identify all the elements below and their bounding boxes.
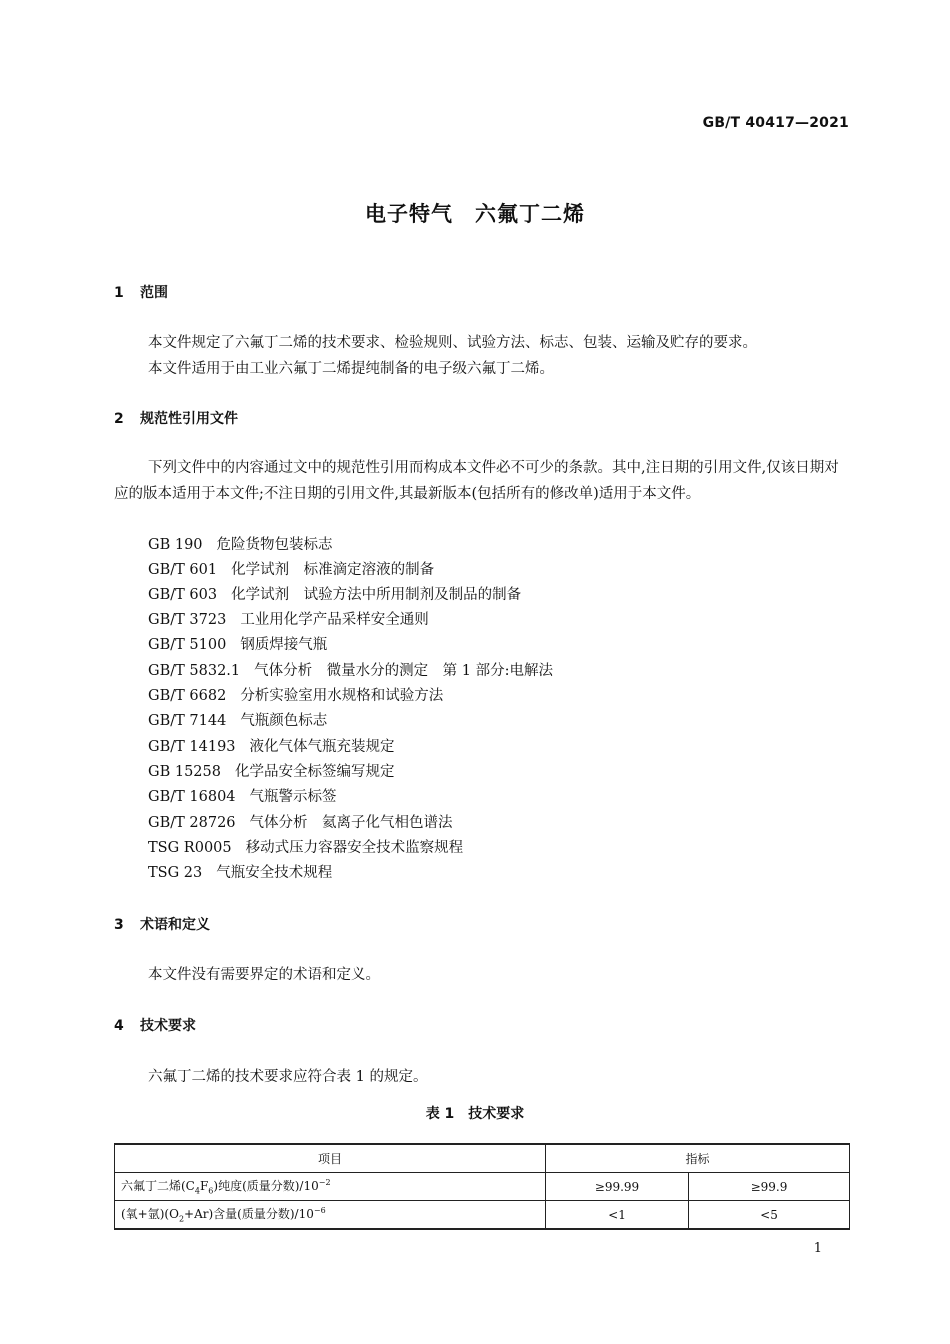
reference-title: 气瓶警示标签 — [249, 789, 337, 805]
reference-title: 液化气体气瓶充装规定 — [249, 739, 395, 755]
reference-title: 钢质焊接气瓶 — [240, 637, 328, 653]
section-1-heading — [114, 282, 168, 302]
section-title: 规范性引用文件 — [140, 411, 238, 427]
table-row — [115, 1201, 850, 1230]
table-row — [115, 1173, 850, 1201]
requirements-paragraph: 六氟丁二烯的技术要求应符合表 1 的规定。 — [148, 1069, 428, 1085]
reference-item — [148, 735, 395, 756]
reference-title: 气瓶颜色标志 — [240, 713, 328, 729]
reference-item — [148, 760, 394, 781]
scope-paragraph-2: 本文件适用于由工业六氟丁二烯提纯制备的电子级六氟丁二烯。 — [148, 361, 554, 377]
reference-code: GB/T 16804 — [148, 789, 236, 805]
row-value-1: ≥99.99 — [546, 1173, 689, 1201]
reference-code: GB/T 7144 — [148, 713, 227, 729]
reference-title: 分析实验室用水规格和试验方法 — [240, 688, 444, 704]
scope-paragraph-1: 本文件规定了六氟丁二烯的技术要求、检验规则、试验方法、标志、包装、运输及贮存的要求。 — [148, 335, 757, 351]
reference-code: GB/T 6682 — [148, 688, 227, 704]
table-caption: 表 1 技术要求 — [425, 1106, 525, 1122]
reference-title: 化学试剂 试验方法中所用制剂及制品的制备 — [231, 587, 522, 603]
reference-title: 气瓶安全技术规程 — [216, 865, 333, 881]
reference-item — [148, 836, 463, 857]
technical-requirements-table — [114, 1143, 850, 1230]
reference-code: TSG 23 — [148, 865, 203, 881]
reference-code: TSG R0005 — [148, 840, 232, 856]
section-4-heading — [114, 1015, 196, 1035]
reference-title: 工业用化学产品采样安全通则 — [240, 612, 429, 628]
section-number: 2 — [114, 411, 124, 427]
reference-item — [148, 811, 453, 832]
reference-title: 气体分析 氦离子化气相色谱法 — [249, 815, 453, 831]
row-value-2: ≥99.9 — [689, 1173, 850, 1201]
reference-title: 化学品安全标签编写规定 — [234, 764, 395, 780]
row-item: (氧+氩)$(O_2+Ar)$含量(质量分数)$/10^{-6}$ — [115, 1201, 546, 1230]
section-3-heading — [114, 914, 210, 934]
reference-item — [148, 709, 327, 730]
section-number: 1 — [114, 285, 124, 301]
reference-item — [148, 659, 553, 680]
reference-item — [148, 861, 332, 882]
row-value-1: <1 — [546, 1201, 689, 1230]
page-number: 1 — [813, 1241, 822, 1256]
reference-title: 化学试剂 标准滴定溶液的制备 — [231, 562, 435, 578]
reference-code: GB/T 3723 — [148, 612, 227, 628]
reference-code: GB/T 5100 — [148, 637, 227, 653]
reference-code: GB/T 5832.1 — [148, 663, 241, 679]
reference-code: GB/T 601 — [148, 562, 218, 578]
document-title: 电子特气 六氟丁二烯 — [365, 202, 585, 226]
section-title: 术语和定义 — [140, 917, 210, 933]
reference-code: GB/T 603 — [148, 587, 218, 603]
reference-item — [148, 684, 443, 705]
reference-code: GB 15258 — [148, 764, 221, 780]
reference-item — [148, 633, 327, 654]
section-number: 4 — [114, 1018, 124, 1034]
reference-item — [148, 608, 429, 629]
reference-title: 危险货物包装标志 — [216, 537, 333, 553]
reference-code: GB/T 14193 — [148, 739, 236, 755]
reference-item — [148, 558, 434, 579]
reference-code: GB/T 28726 — [148, 815, 236, 831]
row-item: 六氟丁二烯$(C_4F_6)$纯度(质量分数)$/10^{-2}$ — [115, 1173, 546, 1201]
reference-item — [148, 583, 521, 604]
header-item: 项目 — [115, 1144, 546, 1173]
section-title: 范围 — [140, 285, 168, 301]
reference-item — [148, 785, 337, 806]
terms-paragraph: 本文件没有需要界定的术语和定义。 — [148, 967, 380, 983]
reference-item — [148, 533, 333, 554]
header-index: 指标 — [546, 1144, 850, 1173]
table-header-row — [115, 1144, 850, 1173]
reference-title: 移动式压力容器安全技术监察规程 — [245, 840, 464, 856]
row-value-2: <5 — [689, 1201, 850, 1230]
section-2-heading — [114, 408, 238, 428]
standard-number: GB/T 40417—2021 — [702, 115, 849, 131]
reference-code: GB 190 — [148, 537, 203, 553]
section-number: 3 — [114, 917, 124, 933]
references-intro: 下列文件中的内容通过文中的规范性引用而构成本文件必不可少的条款。其中,注日期的引用文件,仅该日期对应的版本适用于本文件;不注日期的引用文件,其最新版本(包括所有的修改单)适用于本文件。 — [114, 460, 839, 502]
section-title: 技术要求 — [140, 1018, 196, 1034]
reference-title: 气体分析 微量水分的测定 第 1 部分:电解法 — [254, 663, 553, 679]
